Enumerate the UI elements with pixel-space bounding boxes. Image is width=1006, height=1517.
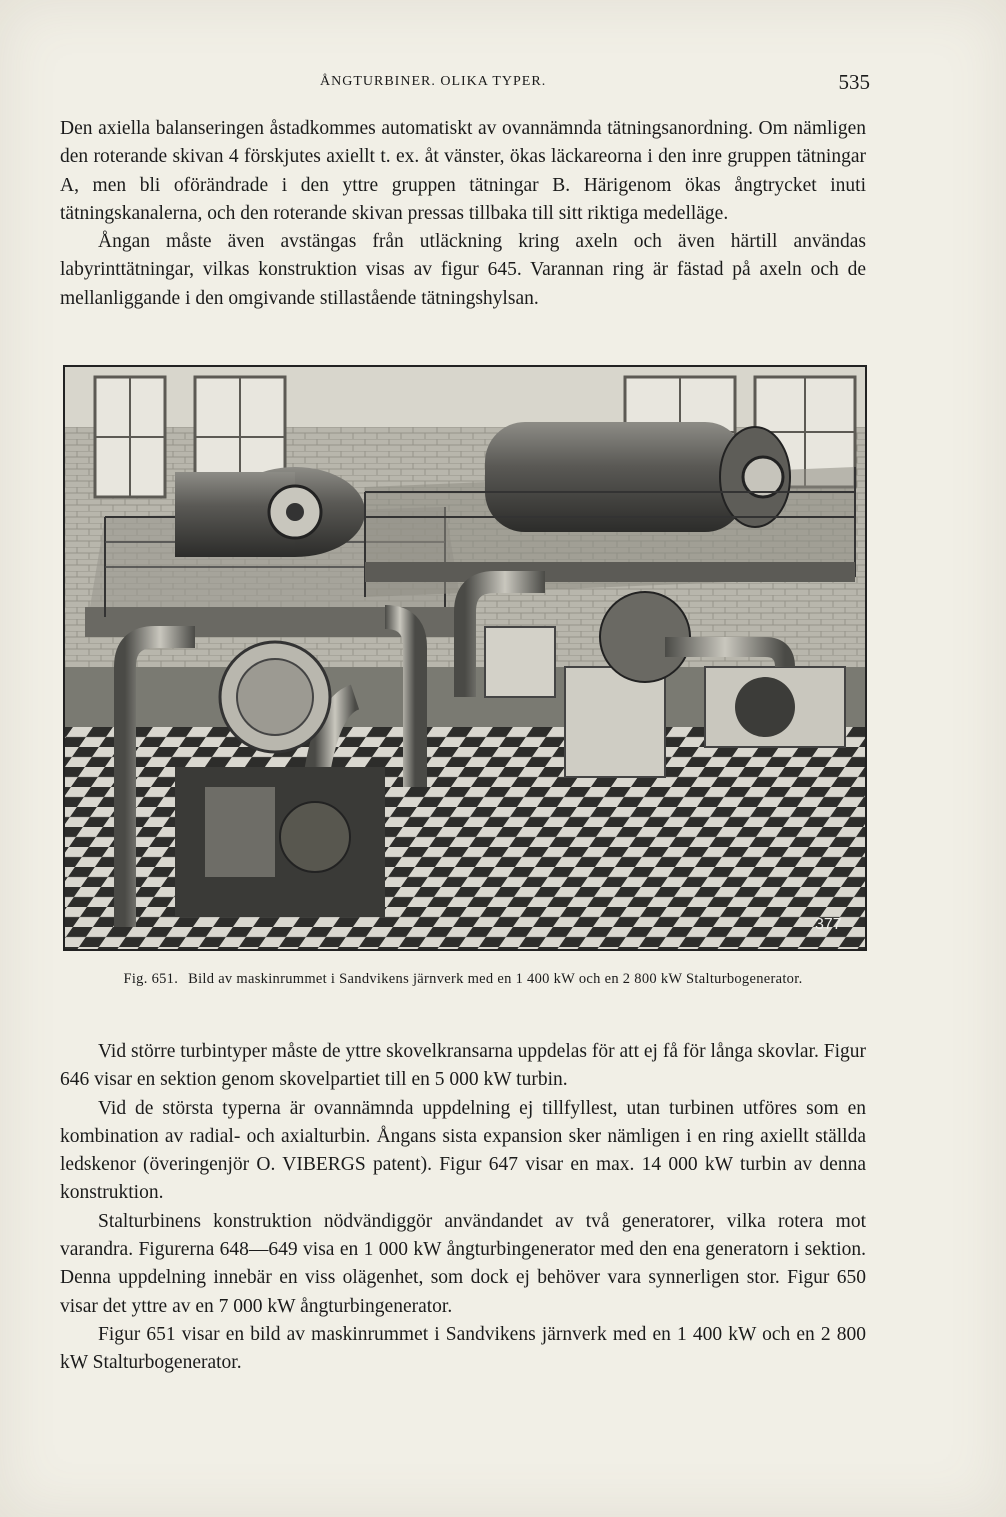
paragraph: Stalturbinens konstruktion nödvändiggör användandet av två generatorer, vilka rotera mot varandra. Figurerna 648—649 visa en 1 000 kW ångturbingenerator med den ena generatorn i sektion. Denna uppdelning innebär en viss olägenhet, som dock ej behöver vara synnerligen stor. Figur 650 visar det yttre av en 7 000 kW ångturbingenerator. (60, 1210, 866, 1317)
figure-label: Fig. 651. (123, 971, 179, 987)
figure-caption (60, 970, 866, 989)
machine-room-illustration (65, 367, 865, 949)
page-number: 535 (838, 70, 870, 94)
paragraph: Den axiella balanseringen åstadkommes automatiskt av ovannämnda tätningsanordning. Om nämligen den roterande skivan 4 förskjutes axiellt t. ex. åt vänster, ökas läckareorna i den inre gruppen tätningar A, men bli oförändrade i den yttre gruppen tätningar B. Härigenom ökas ångtrycket inuti tätningskanalerna, och den roterande skivan pressas tillbaka till sitt riktiga medelläge. (60, 118, 866, 224)
paragraph: Vid större turbintyper måste de yttre skovelkransarna uppdelas för att ej få för långa skovlar. Figur 646 visar en sektion genom skovelpartiet till en 5 000 kW turbin. (60, 1041, 866, 1091)
paragraph: Ångan måste även avstängas från utläckning kring axeln och även härtill användas labyrinttätningar, vilkas konstruktion visas av figur 645. Varannan ring är fästad på axeln och de mellanliggande i den omgivande stillastående tätningshylsan. (60, 231, 866, 309)
paragraph: Vid de största typerna är ovannämnda uppdelning ej tillfyllest, utan turbinen utföres som en kombination av radial- och axialturbin. Ångans sista expansion sker nämligen i en ring axiellt ställda ledskenor (överingenjör O. VIBERGS patent). Figur 647 visar en max. 14 000 kW turbin av denna konstruktion. (60, 1097, 866, 1204)
machine-room-photograph (63, 365, 867, 951)
running-header (60, 70, 870, 98)
paragraph: Figur 651 visar en bild av maskinrummet i Sandvikens järnverk med en 1 400 kW och en 2 800 kW Stalturbogenerator. (60, 1323, 866, 1374)
bottom-text-block (60, 1038, 866, 1378)
caption-text: Bild av maskinrummet i Sandvikens järnverk med en 1 400 kW och en 2 800 kW Stalturbogenerator. (188, 971, 803, 987)
top-text-block (60, 115, 866, 313)
plate-number: 377 (815, 916, 842, 933)
running-title: ÅNGTURBINER. OLIKA TYPER. (320, 74, 547, 89)
